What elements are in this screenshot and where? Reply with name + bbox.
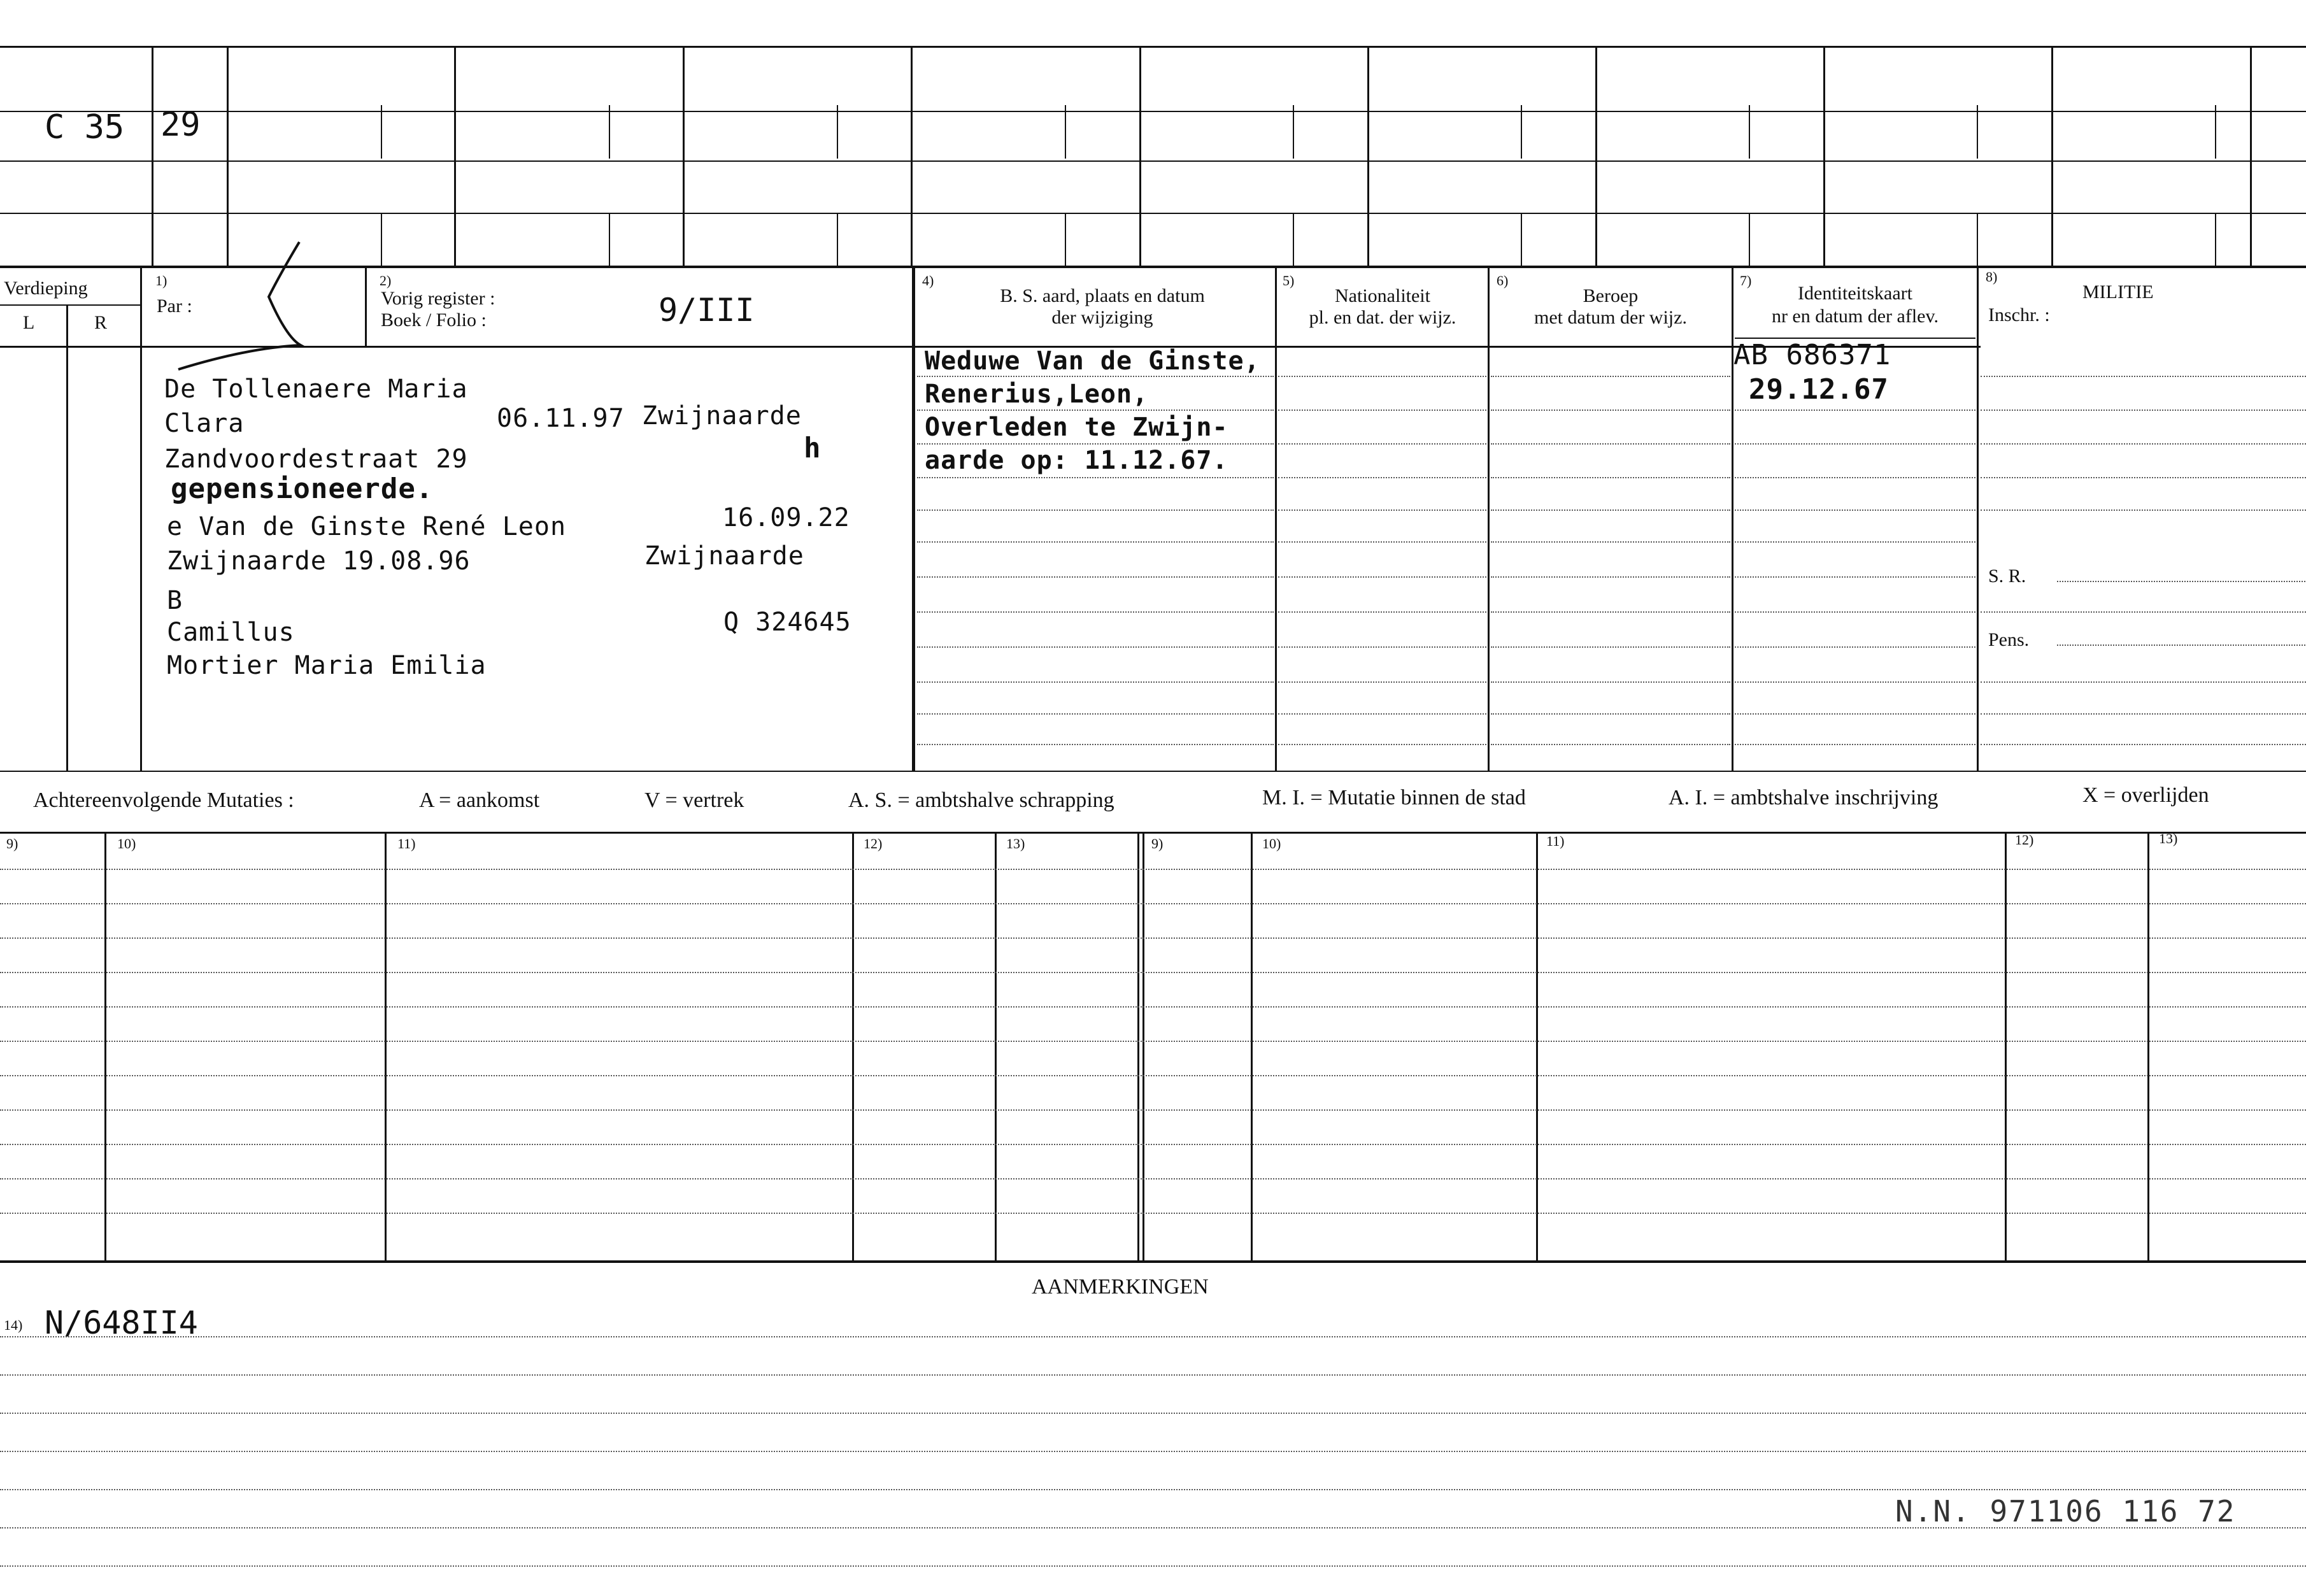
spouse-date: 16.09.22 [722, 503, 850, 532]
mut-col-12-left: 12) [864, 836, 883, 851]
legend-aankomst: A = aankomst [419, 788, 540, 812]
aanmerkingen-number: 14) [4, 1317, 23, 1333]
person-birth-date: 06.11.97 [497, 404, 625, 433]
legend-overlijden: X = overlijden [2082, 783, 2209, 807]
identiteitskaart-sub-label: nr en datum der aflev. [1771, 306, 1939, 327]
col6-number: 6) [1497, 273, 1509, 289]
nationaliteit-sub-label: pl. en dat. der wijz. [1309, 307, 1456, 328]
person-name: De Tollenaere Maria [164, 374, 468, 404]
identiteitskaart-label: Identiteitskaart [1798, 283, 1912, 304]
mut-col-9-right: 9) [1151, 836, 1164, 851]
spouse-name: e Van de Ginste René Leon [167, 512, 567, 541]
par-label: Par : [157, 296, 192, 317]
militie-title: MILITIE [2082, 281, 2154, 303]
legend-ambtshalve-schrapping: A. S. = ambtshalve schrapping [848, 788, 1114, 812]
spouse-place: Zwijnaarde [644, 541, 804, 571]
verdieping-r: R [94, 312, 108, 333]
boek-folio-label: Boek / Folio : [381, 310, 487, 331]
wijziging-line-3: Overleden te Zwijn- [925, 413, 1228, 442]
sr-label: S. R. [1988, 566, 2026, 587]
der-wijziging-label: der wijziging [1051, 307, 1153, 328]
col7-number: 7) [1740, 273, 1752, 289]
card-number: 29 [160, 106, 201, 144]
legend-vertrek: V = vertrek [644, 788, 744, 812]
wijziging-line-1: Weduwe Van de Ginste, [925, 346, 1260, 376]
id-card-number: AB 686371 [1733, 339, 1891, 371]
q-number: Q 324645 [723, 608, 851, 637]
card-code: C 35 [45, 108, 125, 146]
vorig-register-label: Vorig register : [381, 288, 495, 309]
nationaliteit-label: Nationaliteit [1335, 285, 1430, 306]
verdieping-l: L [23, 312, 35, 333]
person-first-name: Clara [164, 409, 245, 438]
inschr-label: Inschr. : [1988, 304, 2050, 325]
aanmerkingen-value: N/648II4 [45, 1304, 198, 1341]
aanmerkingen-title: AANMERKINGEN [1032, 1275, 1209, 1299]
mut-col-13-left: 13) [1006, 836, 1025, 851]
boek-folio-value: 9/III [658, 292, 755, 329]
person-birth-place: Zwijnaarde [642, 401, 802, 431]
mut-col-10-left: 10) [117, 836, 136, 851]
mut-col-9-left: 9) [6, 836, 18, 851]
wijziging-line-2: Renerius,Leon, [925, 380, 1149, 409]
beroep-sub-label: met datum der wijz. [1534, 307, 1687, 328]
person-mark: h [804, 432, 821, 464]
wijziging-line-4: aarde op: 11.12.67. [925, 446, 1228, 475]
beroep-label: Beroep [1583, 285, 1639, 306]
id-card-date: 29.12.67 [1749, 373, 1889, 406]
father-name: Camillus [167, 618, 295, 647]
mother-name: Mortier Maria Emilia [167, 651, 487, 680]
person-profession: gepensioneerde. [171, 473, 434, 505]
person-address: Zandvoordestraat 29 [164, 445, 468, 474]
col4-number: 4) [922, 273, 934, 289]
legend-mutatie-binnen-stad: M. I. = Mutatie binnen de stad [1262, 786, 1526, 809]
mut-col-10-right: 10) [1262, 836, 1281, 851]
verdieping-label: Verdieping [4, 278, 88, 299]
mut-col-12-right: 12) [2015, 832, 2034, 848]
mut-col-11-right: 11) [1546, 833, 1565, 849]
col1-number: 1) [155, 273, 167, 289]
person-b: B [167, 586, 183, 615]
mut-col-11-left: 11) [397, 836, 416, 851]
legend-ambtshalve-inschrijving: A. I. = ambtshalve inschrijving [1669, 786, 1939, 809]
handwritten-stroke [153, 236, 318, 395]
national-number: N.N. 971106 116 72 [1895, 1494, 2236, 1528]
bs-aard-label: B. S. aard, plaats en datum [1000, 285, 1205, 306]
col5-number: 5) [1283, 273, 1295, 289]
pens-label: Pens. [1988, 629, 2030, 650]
mutaties-label: Achtereenvolgende Mutaties : [33, 788, 294, 812]
mut-col-13-right: 13) [2159, 830, 2178, 846]
spouse-birth: Zwijnaarde 19.08.96 [167, 546, 471, 576]
col2-number: 2) [380, 273, 392, 289]
col8-number: 8) [1986, 269, 1998, 285]
